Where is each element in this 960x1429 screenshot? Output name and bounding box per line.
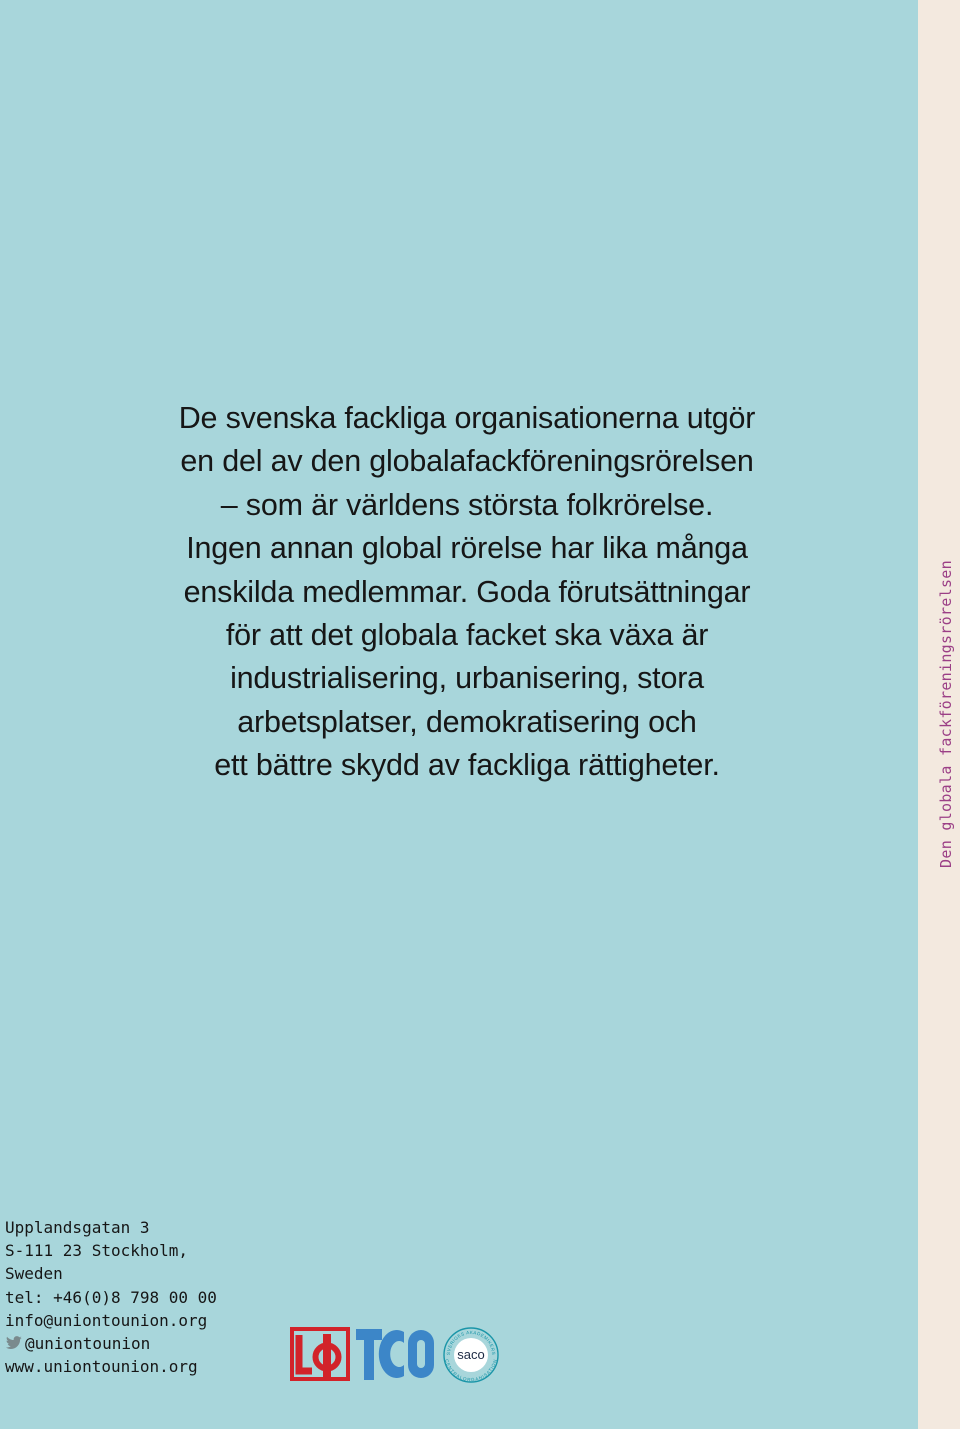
paragraph-line: industrialisering, urbanisering, stora xyxy=(230,661,704,696)
paragraph-line: ett bättre skydd av fackliga rättigheter. xyxy=(214,748,720,783)
paragraph-line: enskilda medlemmar. Goda förutsättningar xyxy=(183,574,751,609)
lo-logo-icon xyxy=(290,1327,350,1381)
address-city: S-111 23 Stockholm, xyxy=(5,1241,189,1261)
phone-number: tel: +46(0)8 798 00 00 xyxy=(5,1287,217,1307)
spine-title: Den globala fackföreningsrörelsen xyxy=(937,560,955,868)
twitter-handle-row[interactable] xyxy=(5,1332,217,1355)
saco-ring-bottom: CENTRALORGANISATION xyxy=(444,1358,498,1383)
twitter-bird-icon xyxy=(5,1336,23,1350)
address-street: Upplandsgatan 3 xyxy=(5,1218,150,1237)
intro-paragraph xyxy=(100,397,834,788)
paragraph-line: – som är världens största folkrörelse. xyxy=(220,487,714,522)
paragraph-line: en del av den globalafackföreningsrörelsen xyxy=(180,444,754,479)
twitter-handle: @uniontounion xyxy=(25,1334,151,1354)
address-country: Sweden xyxy=(5,1264,63,1284)
contact-block xyxy=(5,1216,217,1378)
paragraph-line: De svenska fackliga organisationerna utgör xyxy=(178,401,756,435)
paragraph-line: för att det globala facket ska växa är xyxy=(225,618,709,653)
paragraph-line: Ingen annan global rörelse har lika många xyxy=(186,531,748,566)
saco-wordmark: saco xyxy=(457,1347,485,1362)
paragraph-line: arbetsplatser, demokratisering och xyxy=(237,704,697,739)
saco-logo-icon xyxy=(442,1326,500,1384)
tco-logo-icon xyxy=(356,1328,434,1380)
email-link[interactable]: info@uniontounion.org xyxy=(5,1310,208,1330)
saco-ring-top: SVERIGES AKADEMIKERS xyxy=(445,1329,497,1356)
website-link[interactable]: www.uniontounion.org xyxy=(5,1357,198,1377)
